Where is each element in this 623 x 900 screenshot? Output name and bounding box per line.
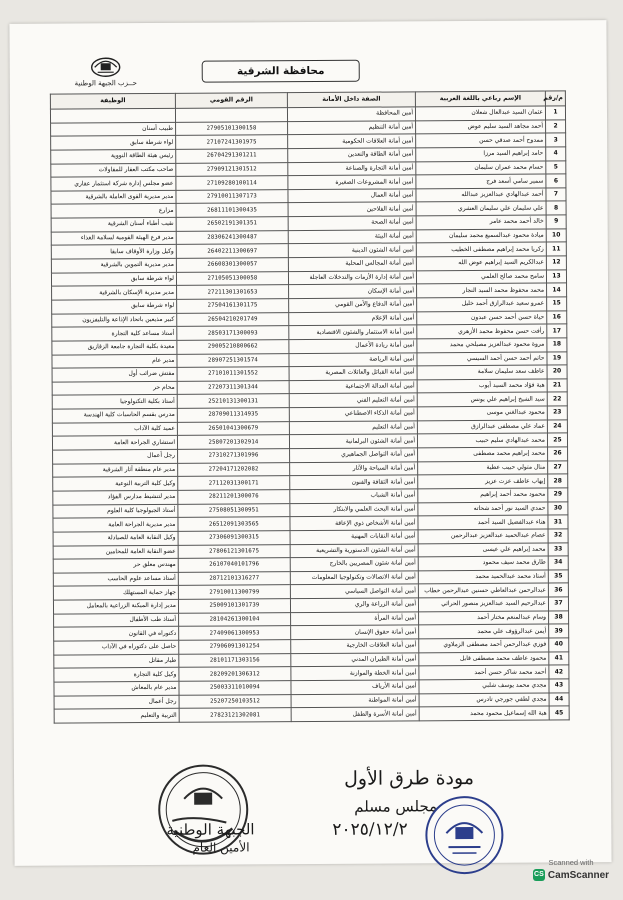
member-name: علي سليمان علي سليمان العشري <box>416 202 546 216</box>
national-id: 25807201302914 <box>177 435 289 449</box>
member-name: سيد الشيخ إبراهيم علي يونس <box>417 393 547 407</box>
member-name: عثمان السيد عبدالعال شعلان <box>415 106 545 120</box>
member-role: أمين أمانة العمال <box>288 189 416 203</box>
member-job: أستاذ الجيولوجيا كلية العلوم <box>53 504 178 518</box>
member-name: ميادة محمود عبدالسميع محمد سليمان <box>416 229 546 243</box>
scanned-with-label: Scanned with <box>548 858 594 867</box>
national-id: 26512091303565 <box>178 517 290 531</box>
camscanner-label: CamScanner <box>547 869 610 881</box>
member-name: سمير سامي أسعد فرج <box>416 174 546 188</box>
member-name: أيمن عبدالرؤوف علي محمد <box>419 624 549 638</box>
member-role: أمين أمانة القبائل والعائلات المصرية <box>289 366 417 380</box>
member-job: أستاذ طب الأطفال <box>54 613 179 627</box>
row-number: 21 <box>547 379 567 393</box>
row-number: 36 <box>548 583 568 597</box>
member-role: أمين أمانة الخطة والموازنة <box>291 666 419 680</box>
member-role: أمين أمانة الدفاع والأمن القومي <box>289 298 417 312</box>
member-name: سامح محمد صالح العلمي <box>416 270 546 284</box>
national-id: 28712101316277 <box>178 571 290 585</box>
member-job: وكيل كلية التجارة <box>54 668 179 682</box>
member-role: أمين أمانة إدارة الأزمات والتدخلات العاجلة <box>288 271 416 285</box>
member-role: أمين أمانة التجارة والصناعة <box>288 161 416 175</box>
member-name: عمرو سعيد عبدالرازق أحمد خليل <box>417 297 547 311</box>
row-number: 28 <box>548 474 568 488</box>
member-role: أمين أمانة الزراعة والري <box>290 598 418 612</box>
member-role: أمين أمانة الشئون الدينية <box>288 243 416 257</box>
national-id: 28211201300076 <box>178 490 290 504</box>
national-id: 27910011307173 <box>176 189 288 203</box>
member-job: صاحب مكتب العقار للمقاولات <box>51 163 176 177</box>
member-name: محمد عبدالهادي سليم حبيب <box>417 433 547 447</box>
member-job: حاصل على دكتوراه في الآداب <box>54 640 179 654</box>
member-job: التربية والتعليم <box>54 708 179 722</box>
member-job: مدير عام بالمعاش <box>54 681 179 695</box>
national-id: 27910011300799 <box>178 585 290 599</box>
member-role: أمين أمانة التواصل السياسي <box>290 584 418 598</box>
row-number: 7 <box>546 188 566 202</box>
row-number: 6 <box>546 174 566 188</box>
row-number: 24 <box>547 420 567 434</box>
member-job: مدرس بقسم الحاسبات كلية الهندسة <box>52 408 177 422</box>
national-id: 26402211300697 <box>176 244 288 258</box>
member-role: أمين أمانة حقوق الإنسان <box>291 625 419 639</box>
national-id: 27906091301254 <box>179 640 291 654</box>
member-job: لواء شرطة سابق <box>52 299 177 313</box>
member-name: حامد إبراهيم السيد مرزا <box>416 147 546 161</box>
member-name: عاطف سعد سليمان سلامة <box>417 365 547 379</box>
document-page <box>9 20 611 866</box>
member-job: لواء شرطة سابق <box>51 272 176 286</box>
member-role: أمين أمانة السياحة والآثار <box>290 462 418 476</box>
row-number: 22 <box>547 392 567 406</box>
member-role: أمين أمانة الثقافة والفنون <box>290 475 418 489</box>
member-job: مهندس معلق حر <box>53 558 178 572</box>
member-job: وكيل وزارة الأوقاف سابقا <box>51 245 176 259</box>
national-id: 27823121302081 <box>179 708 291 722</box>
stamp-subtext: الأمين العام <box>192 840 250 855</box>
national-id: 27504161301175 <box>177 299 289 313</box>
row-number: 23 <box>547 406 567 420</box>
row-number: 43 <box>549 679 569 693</box>
member-job: وكيل النقابة العامة للصيادلة <box>53 531 178 545</box>
member-name: محمود عاطف محمد مصطفى قابل <box>419 652 549 666</box>
member-job: محام حر <box>52 381 177 395</box>
national-id: 25003311010094 <box>179 681 291 695</box>
member-job: مدير لتنشيط مدارس الفؤاد <box>53 490 178 504</box>
row-number: 37 <box>548 597 568 611</box>
member-job: وكيل كلية التربية النوعية <box>53 477 178 491</box>
column-header-national-id: الرقم القومي <box>175 93 287 109</box>
national-id: 28104261300104 <box>179 612 291 626</box>
camscanner-icon: CS <box>533 869 545 881</box>
national-id: 26504210201749 <box>177 312 289 326</box>
row-number: 1 <box>545 106 565 120</box>
column-header-job: الوظيفة <box>50 93 175 109</box>
national-id: 26704291301211 <box>176 149 288 163</box>
national-id: 26107040101796 <box>178 558 290 572</box>
party-emblem-icon <box>89 53 123 79</box>
national-id: 28209201306312 <box>179 667 291 681</box>
member-job: جهاز حماية المستهلك <box>53 586 178 600</box>
member-name: عماد علي مصطفى عبدالرازق <box>417 420 547 434</box>
row-number: 27 <box>548 461 568 475</box>
member-role: أمين أمانة المجالس المحلية <box>288 257 416 271</box>
member-role: أمين أمانة الإعلام <box>289 311 417 325</box>
member-name: محمد محفوظ محمد السيد النجار <box>417 283 547 297</box>
member-name: رأفت حسن محفوظ محمد الأزهري <box>417 324 547 338</box>
row-number: 8 <box>546 201 566 215</box>
row-number: 33 <box>548 542 568 556</box>
stamp-text: الجبهة الوطنية <box>166 820 255 839</box>
member-name: مروة محمود عبدالعزيز مصيلحي محمد <box>417 338 547 352</box>
row-number: 4 <box>546 147 566 161</box>
member-job: رئيس هيئة الطاقة النووية <box>51 149 176 163</box>
member-name: أحمد مجاهد السيد سليم عوض <box>416 120 546 134</box>
column-header-role: الصفة داخل الأمانة <box>287 92 415 108</box>
row-number: 19 <box>547 351 567 365</box>
member-job: أستاذ بكلية التكنولوجيا <box>52 395 177 409</box>
member-name: حمدي السيد نور أحمد شحاته <box>418 502 548 516</box>
national-id: 27109280100114 <box>176 176 288 190</box>
member-role: أمين أمانة الاستثمار والشئون الاقتصادية <box>289 325 417 339</box>
member-role: أمين أمانة الأشخاص ذوي الإعاقة <box>290 516 418 530</box>
member-name: حياة حسن أحمد حسن عبدون <box>417 311 547 325</box>
member-role: أمين أمانة الإسكان <box>289 284 417 298</box>
member-role: أمين أمانة ريادة الأعمال <box>289 339 417 353</box>
row-number: 3 <box>546 133 566 147</box>
row-number: 14 <box>547 283 567 297</box>
national-id: 25210131300131 <box>177 394 289 408</box>
row-number: 32 <box>548 529 568 543</box>
row-number: 34 <box>548 556 568 570</box>
member-job: رجل أعمال <box>54 695 179 709</box>
member-role: أمين أمانة الأسرة والطفل <box>291 707 419 721</box>
member-role: أمين المحافظة <box>287 107 415 121</box>
handwritten-signature-1: مودة طرق الأول <box>343 767 475 790</box>
column-header-number: م/رقم <box>545 91 565 106</box>
member-name: هبة فؤاد محمد السيد أيوب <box>417 379 547 393</box>
national-id: 26501041300679 <box>177 421 289 435</box>
row-number: 5 <box>546 160 566 174</box>
national-id: 27107241301975 <box>176 135 288 149</box>
member-role: أمين أمانة التعليم <box>289 421 417 435</box>
member-role: أمين أمانة النقابات المهنية <box>290 530 418 544</box>
member-job: مدير مديرية الإسكان بالشرقية <box>52 286 177 300</box>
row-number: 11 <box>546 242 566 256</box>
member-job: نقيب أطباء أسنان الشرقية <box>51 217 176 231</box>
member-role: أمين أمانة الصحة <box>288 216 416 230</box>
column-header-name: الإسم رباعي باللغة العربية <box>415 91 545 107</box>
member-job: مدير إدارة الميكنة الزراعية بالمعامل <box>53 599 178 613</box>
member-job: أستاذ مساعد كلية التجارة <box>52 327 177 341</box>
row-number: 45 <box>549 706 569 720</box>
national-id: 27112031300171 <box>178 476 290 490</box>
member-name: هناء عبدالفضيل السيد أحمد <box>418 515 548 529</box>
row-number: 16 <box>547 311 567 325</box>
row-number: 12 <box>546 256 566 270</box>
member-role: أمين أمانة الطاقة والتعدين <box>288 148 416 162</box>
member-role: أمين أمانة البيئة <box>288 230 416 244</box>
member-role: أمين أمانة البحث العلمي والابتكار <box>290 502 418 516</box>
row-number: 2 <box>546 120 566 134</box>
member-name: أحمد عبدالهادي عبدالعزيز عبدالله <box>416 188 546 202</box>
national-id: 28503171300093 <box>177 326 289 340</box>
national-id: 27211301301653 <box>177 285 289 299</box>
national-id: 28709011314935 <box>177 408 289 422</box>
national-id: 27905101300158 <box>176 121 288 135</box>
member-name: أحمد محمد شاكر حسن أحمد <box>419 665 549 679</box>
national-id: 27306091300315 <box>178 530 290 544</box>
member-role: أمين أمانة الذكاء الاصطناعي <box>289 407 417 421</box>
member-job: معيدة بكلية التجارة جامعة الزقازيق <box>52 340 177 354</box>
member-name: مجدي محمد يوسف شلبي <box>419 679 549 693</box>
national-id <box>175 108 287 122</box>
member-name: وسام عبدالمنعم مختار أحمد <box>419 611 549 625</box>
handwritten-signature-2: مجلس مسلم <box>354 797 438 816</box>
member-job: كبير مذيعين باتحاد الإذاعة والتليفزيون <box>52 313 177 327</box>
member-job: طيار مقاتل <box>54 654 179 668</box>
member-name: ممدوح أحمد صدقي حسن <box>416 133 546 147</box>
member-role: أمين أمانة الفلاحين <box>288 202 416 216</box>
member-job: استشاري الجراحة العامة <box>52 436 177 450</box>
row-number: 30 <box>548 502 568 516</box>
party-stamp-right <box>422 793 507 878</box>
member-role: أمين أمانة الطيران المدني <box>291 652 419 666</box>
row-number: 38 <box>549 611 569 625</box>
row-number: 42 <box>549 665 569 679</box>
national-id: 26502191301351 <box>176 217 288 231</box>
member-role: أمين أمانة الأرياف <box>291 680 419 694</box>
national-id: 27806121301675 <box>178 544 290 558</box>
national-id: 27101011301552 <box>177 367 289 381</box>
table-row <box>54 706 569 723</box>
table-body <box>50 106 569 723</box>
member-name: فوزي عبدالرحمن أحمد مصطفى الزملاوي <box>419 638 549 652</box>
national-id: 27909121301512 <box>176 162 288 176</box>
row-number: 29 <box>548 488 568 502</box>
row-number: 9 <box>546 215 566 229</box>
row-number: 41 <box>549 652 569 666</box>
member-role: أمين أمانة التواصل الجماهيري <box>290 448 418 462</box>
member-name: عصام عبدالحميد عبدالعزيز عبدالرحمن <box>418 529 548 543</box>
member-role: أمين أمانة الاتصالات وتكنولوجيا المعلومات <box>290 571 418 585</box>
member-job: عضو النقابة العامة للمحامين <box>53 545 178 559</box>
national-id: 29005210800662 <box>177 340 289 354</box>
member-job: مدير مديرية القوى العاملة بالشرقية <box>51 190 176 204</box>
row-number: 35 <box>548 570 568 584</box>
row-number: 40 <box>549 638 569 652</box>
row-number: 26 <box>548 447 568 461</box>
member-name: أستاذ محمد عبدالحميد محمد <box>418 570 548 584</box>
member-name: مجدي لطفي جورجي تادرس <box>419 693 549 707</box>
member-name: منال متولي حبيب عطية <box>418 461 548 475</box>
member-name: محمود محمد أحمد إبراهيم <box>418 488 548 502</box>
member-job: عضو مجلس إدارة شركة استثمار عقاري <box>51 177 176 191</box>
national-id: 27409061300953 <box>179 626 291 640</box>
national-id: 27310271301996 <box>178 449 290 463</box>
member-job: مدير عام منطقة آثار الشرقية <box>53 463 178 477</box>
member-job: لواء شرطة سابق <box>51 136 176 150</box>
national-id: 27105051300058 <box>176 271 288 285</box>
members-table <box>50 90 570 723</box>
page-title: محافظة الشرقية <box>202 60 360 83</box>
party-logo-text: حــزب الجبهة الوطنية <box>74 79 137 88</box>
member-name: عبدالكريم السيد إبراهيم عوض الله <box>416 256 546 270</box>
member-name: هبة الله إسماعيل محمود محمد <box>419 706 549 720</box>
member-job: طبيب أسنان <box>51 122 176 136</box>
member-job: مدير مديرية الجراحة العامة <box>53 518 178 532</box>
national-id: 26608301300057 <box>176 258 288 272</box>
row-number: 31 <box>548 515 568 529</box>
member-role: أمين أمانة العلاقات الحكومية <box>288 134 416 148</box>
member-job: مدير مديرية التموين بالشرقية <box>51 258 176 272</box>
member-name: محمد إبراهيم علي عيسى <box>418 543 548 557</box>
member-role: أمين أمانة التعليم الفني <box>289 393 417 407</box>
member-role: أمين أمانة الرياضة <box>289 352 417 366</box>
national-id: 28306241300487 <box>176 230 288 244</box>
member-role: أمين أمانة العلاقات الخارجية <box>291 639 419 653</box>
member-name: زكريا محمد إبراهيم مصطفى الخطيب <box>416 242 546 256</box>
member-name: خالد أحمد محمد عامر <box>416 215 546 229</box>
member-name: إيهاب عاطف عزت عزيز <box>418 474 548 488</box>
member-job: مزارع <box>51 204 176 218</box>
member-role: أمين أمانة الشئون الدستورية والتشريعية <box>290 543 418 557</box>
member-role: أمين أمانة المواطنة <box>291 693 419 707</box>
member-role: أمين أمانة الشئون البرلمانية <box>289 434 417 448</box>
member-job: مدير فرع الهيئة القومية لسلامة الغذاء <box>51 231 176 245</box>
national-id: 25207250103512 <box>179 694 291 708</box>
national-id: 28101171303156 <box>179 653 291 667</box>
national-id: 27508051300951 <box>178 503 290 517</box>
member-job: دكتوراه في القانون <box>54 627 179 641</box>
member-name: عبدالرحيم السيد عبدالعزيز منصور الحراثي <box>418 597 548 611</box>
member-name: حسام محمد عمران سليمان <box>416 161 546 175</box>
member-name: عبدالرحمن عبدالعاطي حسنين عبدالرحمن خطاب <box>418 583 548 597</box>
member-job: عميد كلية الآداب <box>52 422 177 436</box>
row-number: 10 <box>546 229 566 243</box>
row-number: 15 <box>547 297 567 311</box>
national-id: 27207311301344 <box>177 380 289 394</box>
national-id: 27204171202082 <box>178 462 290 476</box>
member-name: طارق محمد سيف محمود <box>418 556 548 570</box>
member-role: أمين أمانة شئون المصريين بالخارج <box>290 557 418 571</box>
handwritten-date: ٢٠٢٥/١٢/٢ <box>332 819 408 840</box>
member-job: مدير عام <box>52 354 177 368</box>
row-number: 17 <box>547 324 567 338</box>
row-number: 13 <box>546 270 566 284</box>
member-name: محمود عبدالغني موسى <box>417 406 547 420</box>
row-number: 20 <box>547 365 567 379</box>
row-number: 25 <box>547 433 567 447</box>
camscanner-watermark <box>528 858 614 881</box>
national-id: 25009101301739 <box>178 599 290 613</box>
national-id: 28907251301574 <box>177 353 289 367</box>
member-name: محمد إبراهيم محمد مصطفى <box>418 447 548 461</box>
row-number: 39 <box>549 624 569 638</box>
national-id: 26811101300435 <box>176 203 288 217</box>
member-role: أمين أمانة العدالة الاجتماعية <box>289 380 417 394</box>
member-role: أمين أمانة المرأة <box>291 612 419 626</box>
member-job: رجل أعمال <box>53 449 178 463</box>
member-role: أمين أمانة المشروعات الصغيرة <box>288 175 416 189</box>
member-job <box>50 108 175 122</box>
member-role: أمين أمانة التنظيم <box>288 120 416 134</box>
member-job: مفتش ضرائب أول <box>52 367 177 381</box>
row-number: 44 <box>549 692 569 706</box>
member-role: أمين أمانة الشباب <box>290 489 418 503</box>
row-number: 18 <box>547 338 567 352</box>
member-name: حاتم أحمد حسن أحمد السيسي <box>417 352 547 366</box>
member-job: أستاذ مساعد علوم الحاسب <box>53 572 178 586</box>
